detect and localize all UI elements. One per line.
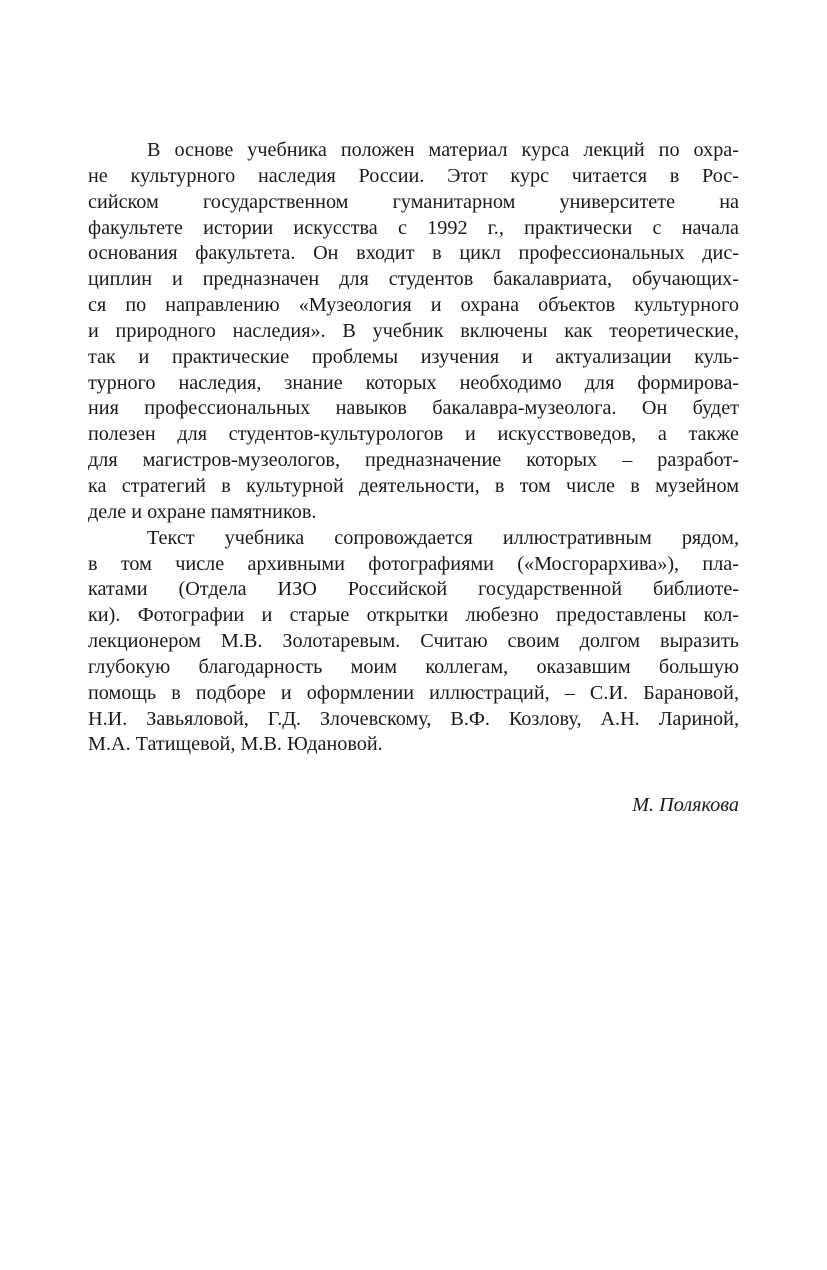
paragraph-1 <box>88 138 739 526</box>
text-line: ка стратегий в культурной деятельности, в том числе в музейном <box>88 474 739 497</box>
text-line: ся по направлению «Музеология и охрана объектов культурного <box>88 294 739 317</box>
text-line: в том числе архивными фотографиями («Мосгорархива»), пла- <box>88 552 739 575</box>
paragraph-2 <box>88 526 739 759</box>
text-line: М.А. Татищевой, М.В. Юдановой. <box>88 733 383 756</box>
text-line: лекционером М.В. Золотаревым. Считаю своим долгом выразить <box>88 630 739 653</box>
text-line: деле и охране памятников. <box>88 500 317 523</box>
text-line: факультете истории искусства с 1992 г., практически с начала <box>88 216 739 239</box>
text-line: Н.И. Завьяловой, Г.Д. Злочевскому, В.Ф. Козлову, А.Н. Лариной, <box>88 707 739 730</box>
text-line: ки). Фотографии и старые открытки любезно предоставлены кол- <box>88 604 739 627</box>
text-line: В основе учебника положен материал курса лекций по охра- <box>147 139 739 161</box>
text-line: так и практические проблемы изучения и актуализации куль- <box>88 345 739 368</box>
text-line: турного наследия, знание которых необходимо для формирова- <box>88 371 739 394</box>
text-line: не культурного наследия России. Этот курс читается в Рос- <box>88 164 739 187</box>
author-signature: М. Полякова <box>632 794 739 816</box>
text-line: Текст учебника сопровождается иллюстративным рядом, <box>147 526 739 549</box>
text-line: сийском государственном гуманитарном университете на <box>88 190 739 213</box>
text-line: и природного наследия». В учебник включены как теоретические, <box>88 319 739 342</box>
text-line: катами (Отдела ИЗО Российской государственной библиоте- <box>88 578 739 601</box>
text-line: для магистров-музеологов, предназначение которых – разработ- <box>88 449 739 472</box>
text-line: ния профессиональных навыков бакалавра-музеолога. Он будет <box>88 397 739 420</box>
text-line: глубокую благодарность моим коллегам, оказавшим большую <box>88 655 739 678</box>
preface-text <box>88 138 739 758</box>
text-line: полезен для студентов-культурологов и искусствоведов, а также <box>88 423 739 446</box>
text-line: основания факультета. Он входит в цикл профессиональных дис- <box>88 242 739 265</box>
text-line: циплин и предназначен для студентов бакалавриата, обучающих- <box>88 268 739 291</box>
text-line: помощь в подборе и оформлении иллюстраций, – С.И. Барановой, <box>88 681 739 704</box>
